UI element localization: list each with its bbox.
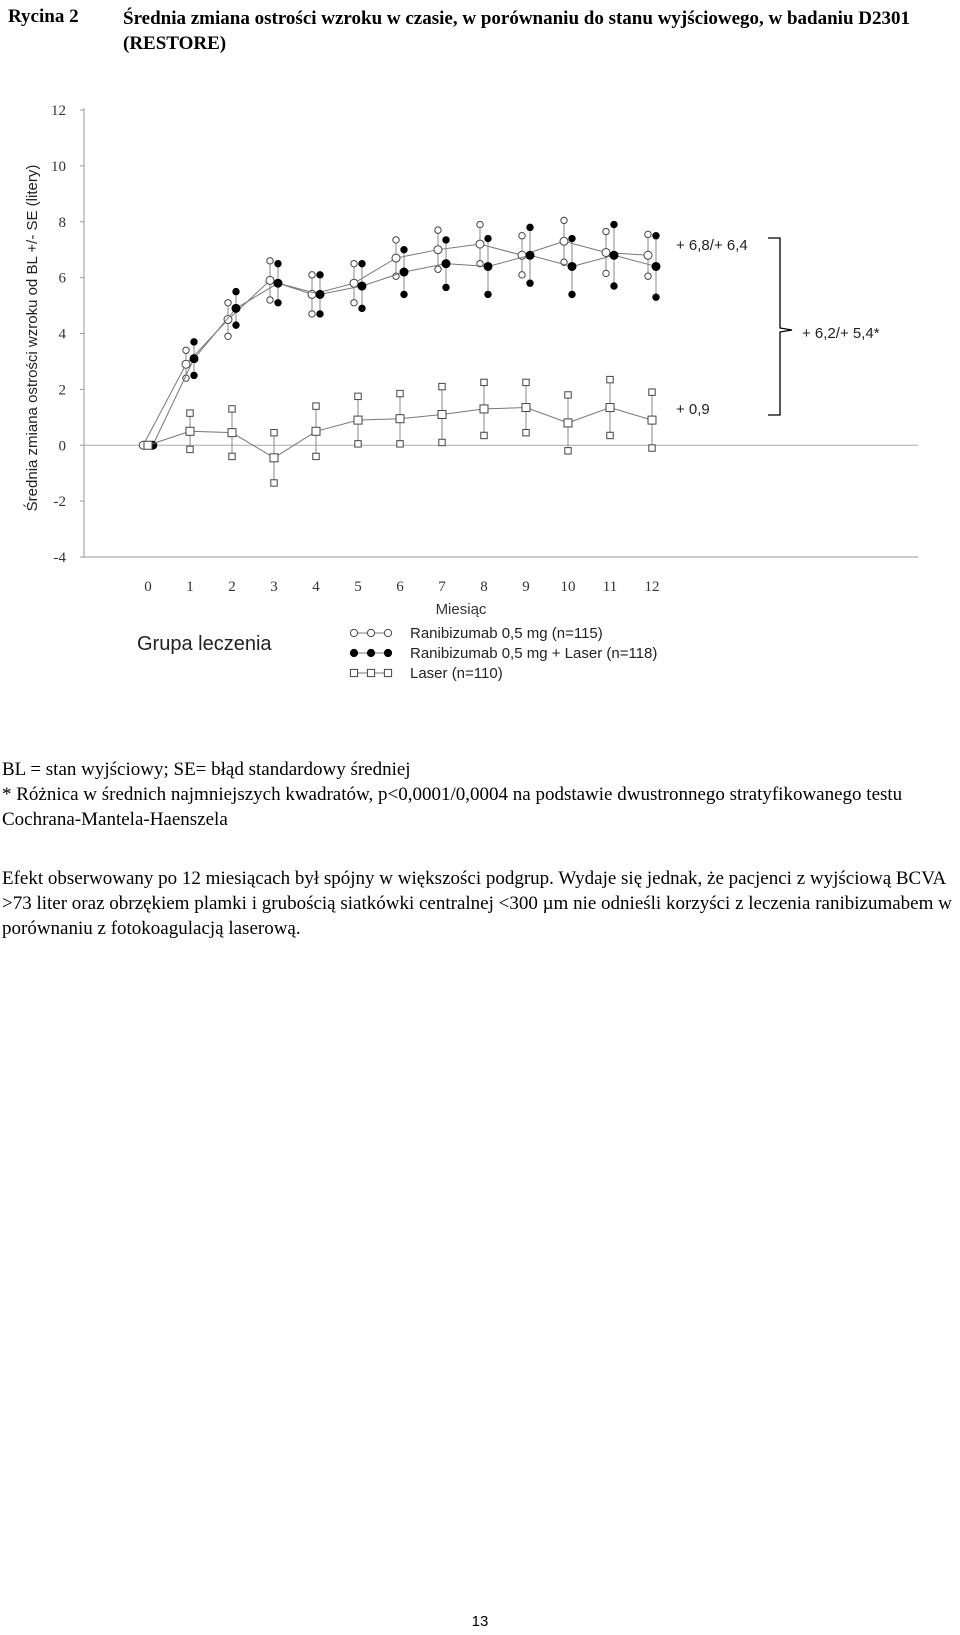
data-point	[270, 454, 278, 462]
error-cap-lower	[649, 445, 655, 451]
error-cap-upper	[267, 258, 273, 264]
comparison-bracket	[768, 238, 792, 415]
legend-swatch-marker	[384, 629, 391, 636]
error-cap-upper	[187, 410, 193, 416]
data-point	[560, 237, 568, 245]
x-tick-label: 2	[228, 579, 236, 595]
page-number: 13	[471, 1613, 489, 1630]
x-axis-label: Miesiąc	[435, 601, 487, 618]
error-cap-lower	[603, 270, 609, 276]
data-point	[606, 404, 614, 412]
x-tick-label: 8	[480, 579, 488, 595]
data-point	[396, 415, 404, 423]
error-cap-upper	[397, 390, 403, 396]
error-cap-lower	[229, 453, 235, 459]
error-cap-lower	[309, 311, 315, 317]
error-cap-lower	[401, 291, 407, 297]
error-cap-upper	[401, 246, 407, 252]
error-cap-upper	[607, 376, 613, 382]
error-cap-lower	[191, 372, 197, 378]
data-point	[568, 262, 576, 270]
error-cap-lower	[443, 284, 449, 290]
error-cap-lower	[355, 441, 361, 447]
chart-series	[139, 217, 660, 486]
data-point	[228, 429, 236, 437]
legend-swatch-marker	[384, 669, 391, 676]
error-cap-upper	[569, 235, 575, 241]
chart-annotations	[676, 237, 880, 418]
data-point	[232, 304, 240, 312]
error-cap-upper	[523, 379, 529, 385]
data-point	[266, 276, 274, 284]
data-point	[354, 416, 362, 424]
data-point	[350, 279, 358, 287]
error-cap-lower	[439, 439, 445, 445]
data-point	[644, 251, 652, 259]
error-cap-upper	[225, 300, 231, 306]
data-point	[564, 419, 572, 427]
y-tick-label: 4	[58, 326, 66, 343]
data-point	[182, 360, 190, 368]
error-cap-upper	[271, 429, 277, 435]
error-cap-upper	[477, 221, 483, 227]
error-cap-upper	[565, 392, 571, 398]
data-point	[438, 411, 446, 419]
data-point	[392, 254, 400, 262]
note-abbreviations: BL = stan wyjściowy; SE= błąd standardowy średniej	[2, 759, 411, 780]
y-tick-label: 10	[51, 158, 66, 175]
error-cap-lower	[275, 300, 281, 306]
error-cap-lower	[225, 333, 231, 339]
figure-label: Rycina 2	[8, 6, 79, 27]
data-point	[312, 427, 320, 435]
annotation-ranibizumab-final: + 6,8/+ 6,4	[676, 237, 748, 254]
error-cap-upper	[435, 227, 441, 233]
annotation-laser-final: + 0,9	[676, 401, 710, 418]
chart-legend	[137, 625, 657, 682]
error-cap-upper	[519, 233, 525, 239]
figure-notes	[2, 757, 952, 832]
x-tick-label: 0	[144, 579, 152, 595]
y-tick-label: -4	[53, 550, 66, 566]
error-cap-upper	[309, 272, 315, 278]
error-cap-upper	[191, 339, 197, 345]
error-cap-lower	[271, 480, 277, 486]
data-point	[648, 416, 656, 424]
error-cap-lower	[569, 291, 575, 297]
error-cap-upper	[443, 237, 449, 243]
error-cap-upper	[439, 383, 445, 389]
error-cap-upper	[481, 379, 487, 385]
error-cap-upper	[485, 235, 491, 241]
error-cap-lower	[397, 441, 403, 447]
error-cap-lower	[611, 283, 617, 289]
data-point	[484, 262, 492, 270]
y-tick-label: 0	[58, 438, 66, 455]
y-tick-label: 12	[51, 103, 66, 119]
error-cap-lower	[351, 300, 357, 306]
y-tick-label: 6	[58, 270, 66, 287]
error-cap-upper	[603, 228, 609, 234]
x-tick-label: 3	[270, 579, 278, 595]
legend-swatch-marker	[350, 649, 357, 656]
error-cap-upper	[233, 288, 239, 294]
y-tick-label: 2	[58, 382, 66, 399]
data-point	[224, 316, 232, 324]
error-cap-upper	[561, 217, 567, 223]
data-point	[522, 404, 530, 412]
error-cap-lower	[233, 322, 239, 328]
error-cap-lower	[607, 432, 613, 438]
legend-label: Ranibizumab 0,5 mg (n=115)	[410, 625, 603, 642]
error-cap-lower	[519, 272, 525, 278]
data-point	[602, 248, 610, 256]
error-cap-upper	[355, 393, 361, 399]
error-cap-upper	[317, 272, 323, 278]
data-point	[610, 251, 618, 259]
error-cap-lower	[435, 266, 441, 272]
x-tick-label: 7	[438, 579, 446, 595]
data-point	[316, 290, 324, 298]
series-2	[144, 376, 656, 486]
legend-label: Ranibizumab 0,5 mg + Laser (n=118)	[410, 645, 658, 662]
error-cap-lower	[565, 448, 571, 454]
data-point	[476, 240, 484, 248]
x-tick-label: 9	[522, 579, 530, 595]
x-tick-label: 1	[186, 579, 194, 595]
error-cap-upper	[393, 237, 399, 243]
error-cap-lower	[267, 297, 273, 303]
legend-title: Grupa leczenia	[137, 633, 272, 655]
annotation-bracket-label: + 6,2/+ 5,4*	[802, 325, 880, 342]
note-statistics: * Różnica w średnich najmniejszych kwadratów, p<0,0001/0,0004 na podstawie dwustronnego stratyfikowanego testu Cochrana-Mantela-Haenszela	[2, 784, 903, 830]
error-cap-upper	[611, 221, 617, 227]
error-cap-lower	[485, 291, 491, 297]
error-cap-upper	[527, 224, 533, 230]
data-point	[274, 279, 282, 287]
x-tick-label: 10	[560, 579, 576, 595]
error-cap-lower	[187, 446, 193, 452]
data-point	[190, 355, 198, 363]
x-tick-label: 5	[354, 579, 362, 595]
error-cap-upper	[649, 389, 655, 395]
y-tick-label: 8	[58, 214, 66, 231]
error-cap-lower	[317, 311, 323, 317]
x-tick-label: 11	[602, 579, 618, 595]
error-cap-upper	[653, 233, 659, 239]
x-tick-label: 4	[312, 579, 320, 595]
error-cap-lower	[653, 294, 659, 300]
line-chart	[0, 0, 960, 740]
error-cap-lower	[527, 280, 533, 286]
data-point	[186, 427, 194, 435]
legend-label: Laser (n=110)	[410, 665, 503, 682]
x-tick-label: 6	[396, 579, 404, 595]
legend-swatch-marker	[350, 629, 357, 636]
x-tick-label: 12	[644, 579, 660, 595]
data-point	[526, 251, 534, 259]
data-point	[652, 262, 660, 270]
data-point	[480, 405, 488, 413]
error-cap-lower	[523, 429, 529, 435]
data-point	[144, 441, 152, 449]
data-point	[400, 268, 408, 276]
chart-axes	[23, 103, 918, 618]
error-cap-upper	[645, 231, 651, 237]
legend-swatch-marker	[367, 669, 374, 676]
error-cap-lower	[359, 305, 365, 311]
legend-swatch-marker	[384, 649, 391, 656]
error-cap-upper	[359, 260, 365, 266]
error-cap-upper	[275, 260, 281, 266]
body-paragraph: Efekt obserwowany po 12 miesiącach był spójny w większości podgrup. Wydaje się jednak, że pacjenci z wyjściową BCVA >73 liter oraz obrzękiem plamki i grubością siatkówki centralnej <300 µm nie odnieśli korzyści z leczenia ranibizumabem w porównaniu z fotokoagulacją laserową.	[2, 868, 952, 939]
error-cap-upper	[229, 406, 235, 412]
data-point	[434, 246, 442, 254]
legend-swatch-marker	[367, 649, 374, 656]
legend-swatch-marker	[350, 669, 357, 676]
error-cap-lower	[313, 453, 319, 459]
error-cap-upper	[183, 347, 189, 353]
figure-title: Średnia zmiana ostrości wzroku w czasie, w porównaniu do stanu wyjściowego, w badaniu D2301 (RESTORE)	[123, 8, 910, 54]
legend-swatch-marker	[367, 629, 374, 636]
error-cap-upper	[313, 403, 319, 409]
error-cap-lower	[645, 273, 651, 279]
data-point	[442, 260, 450, 268]
error-cap-lower	[481, 432, 487, 438]
y-tick-label: -2	[53, 494, 66, 511]
y-axis-label: Średnia zmiana ostrości wzroku od BL +/- SE (litery)	[24, 164, 41, 512]
data-point	[358, 282, 366, 290]
error-cap-upper	[351, 260, 357, 266]
